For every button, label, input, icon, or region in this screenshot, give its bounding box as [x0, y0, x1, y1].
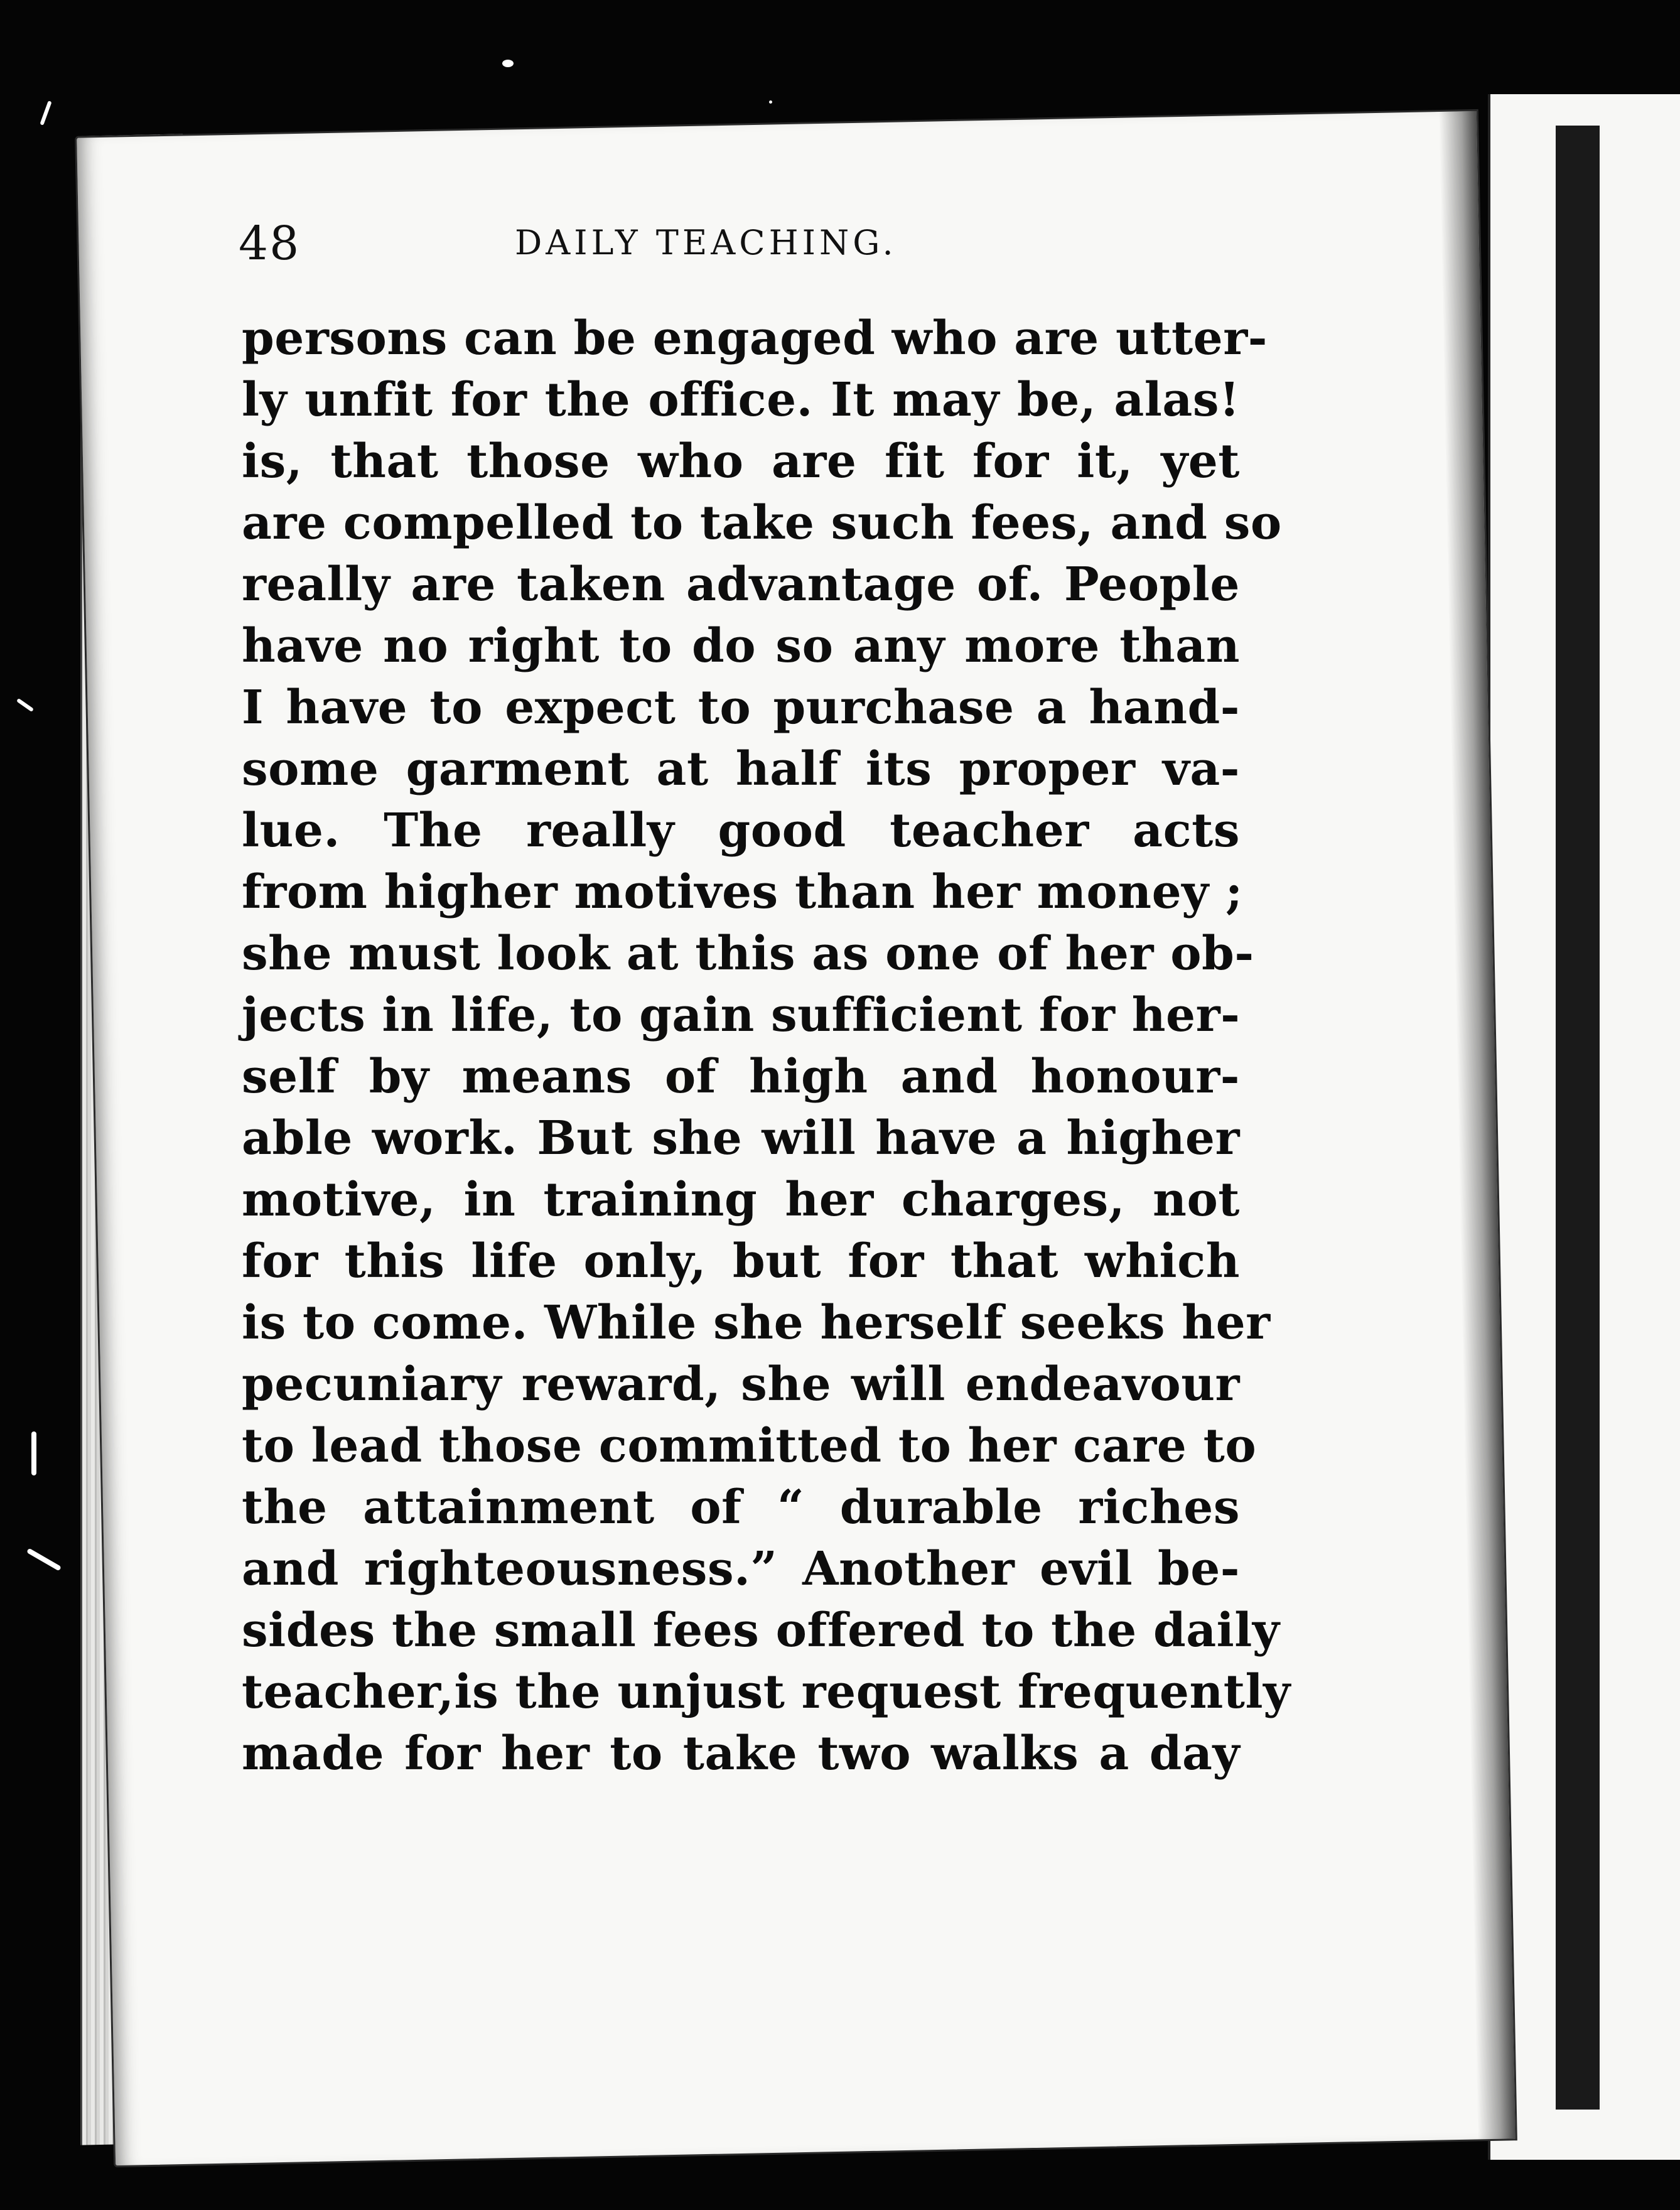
- scan-speck: [31, 1431, 36, 1475]
- text-line: she must look at this as one of her ob-: [242, 927, 1254, 981]
- text-line: are compelled to take such fees, and so: [242, 496, 1282, 550]
- text-line: I have to expect to purchase a hand-: [242, 681, 1240, 735]
- text-line: really are taken advantage of. People: [242, 558, 1240, 612]
- text-line: pecuniary reward, she will endeavour: [242, 1357, 1240, 1411]
- text-line: teacher,is the unjust request frequently: [242, 1665, 1291, 1719]
- text-line: some garment at half its proper va-: [242, 742, 1240, 796]
- text-line: jects in life, to gain sufficient for her-: [242, 988, 1241, 1042]
- adjacent-page-edge: [1556, 126, 1602, 2110]
- text-line: is, that those who are fit for it, yet: [242, 434, 1240, 488]
- text-line: for this life only, but for that which: [242, 1234, 1240, 1288]
- text-line: self by means of high and honour-: [242, 1050, 1240, 1104]
- text-line: able work. But she will have a higher: [242, 1111, 1240, 1165]
- scan-speck: [502, 60, 514, 67]
- text-line: the attainment of “ durable riches: [242, 1480, 1240, 1534]
- text-line: to lead those committed to her care to: [242, 1419, 1257, 1473]
- text-line: lue. The really good teacher acts: [242, 804, 1240, 858]
- text-line: is to come. While she herself seeks her: [242, 1296, 1271, 1350]
- body-text: [242, 308, 1291, 1784]
- text-line: have no right to do so any more than: [242, 619, 1240, 673]
- page-number: 48: [239, 217, 301, 271]
- text-line: from higher motives than her money ;: [242, 865, 1243, 919]
- page-header: [239, 217, 1067, 273]
- text-line: motive, in training her charges, not: [242, 1173, 1240, 1227]
- text-line: and righteousness.” Another evil be-: [242, 1542, 1240, 1596]
- running-head: DAILY TEACHING.: [515, 223, 897, 262]
- text-line: persons can be engaged who are utter-: [242, 311, 1268, 365]
- scan-speck: [769, 100, 772, 104]
- text-line: sides the small fees offered to the daily: [242, 1604, 1280, 1658]
- text-line: made for her to take two walks a day: [242, 1727, 1240, 1781]
- text-line: ly unfit for the office. It may be, alas!: [242, 373, 1240, 427]
